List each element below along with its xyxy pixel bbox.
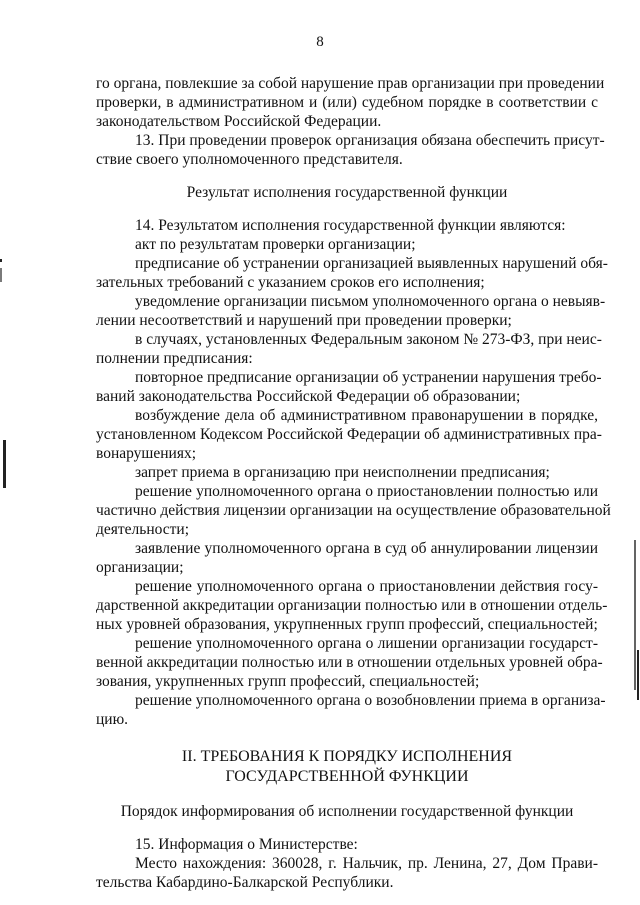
- list-item-cont: полнении предписания:: [96, 350, 253, 367]
- list-item-cont: деятельности;: [96, 521, 190, 538]
- text-line: ствие своего уполномоченного представителя.: [96, 151, 403, 168]
- text-line: 15. Информация о Министерстве:: [135, 836, 358, 853]
- list-item-cont: зательных требований с указанием сроков его исполнения;: [96, 274, 485, 291]
- list-item-cont: ваний законодательства Российской Федерации об образовании;: [96, 388, 521, 405]
- scan-mark: [0, 268, 2, 282]
- section-title: II. ТРЕБОВАНИЯ К ПОРЯДКУ ИСПОЛНЕНИЯ: [181, 748, 513, 765]
- list-item: заявление уполномоченного органа в суд об аннулировании лицензии: [135, 540, 598, 557]
- list-item: решение уполномоченного органа о лишении организации государст-: [135, 635, 598, 652]
- list-item: запрет приема в организацию при неисполнении предписания;: [135, 464, 550, 481]
- list-item: решение уполномоченного органа о приостановлении действия госу-: [135, 578, 598, 595]
- list-item: в случаях, установленных Федеральным законом № 273-ФЗ, при неис-: [135, 331, 602, 348]
- list-item-cont: зования, укрупненных групп профессий, специальностей;: [96, 673, 480, 690]
- list-item: решение уполномоченного органа о приостановлении полностью или: [135, 483, 598, 500]
- section-title: ГОСУДАРСТВЕННОЙ ФУНКЦИИ: [225, 768, 469, 785]
- list-item-cont: вонарушениях;: [96, 445, 197, 462]
- list-item-cont: организации;: [96, 559, 184, 576]
- text-line: Место нахождения: 360028, г. Нальчик, пр. Ленина, 27, Дом Прави-: [135, 855, 598, 872]
- text-line: го органа, повлекшие за собой нарушение прав организации при проведении: [96, 75, 605, 92]
- list-item: предписание об устранении организацией выявленных нарушений обя-: [135, 255, 608, 272]
- scan-mark: [637, 650, 639, 700]
- section-heading: Порядок информирования об исполнении государственной функции: [120, 803, 574, 820]
- list-item: возбуждение дела об административном правонарушении в порядке,: [135, 407, 598, 424]
- list-item: акт по результатам проверки организации;: [135, 236, 416, 253]
- list-item-cont: ных уровней образования, укрупненных групп профессий, специальностей;: [96, 616, 598, 633]
- page-number: 8: [316, 34, 324, 50]
- text-line: 14. Результатом исполнения государственной функции являются:: [135, 217, 566, 234]
- list-item: уведомление организации письмом уполномоченного органа о невыяв-: [135, 293, 606, 310]
- list-item-cont: установленном Кодексом Российской Федерации об административных пра-: [96, 426, 602, 443]
- scan-mark: [0, 259, 2, 262]
- scan-mark: [634, 540, 636, 690]
- text-line: 13. При проведении проверок организация обязана обеспечить присут-: [135, 132, 605, 149]
- section-heading: Результат исполнения государственной функции: [186, 184, 508, 201]
- list-item: решение уполномоченного органа о возобновлении приема в организа-: [135, 692, 606, 709]
- list-item-cont: цию.: [96, 711, 129, 728]
- list-item-cont: частично действия лицензии организации на осуществление образовательной: [96, 502, 611, 519]
- text-line: тельства Кабардино-Балкарской Республики.: [96, 874, 394, 891]
- text-line: проверки, в административном и (или) судебном порядке в соответствии с: [96, 94, 598, 111]
- list-item-cont: венной аккредитации полностью или в отношении отдельных уровней обра-: [96, 654, 603, 671]
- list-item-cont: лении несоответствий и нарушений при проведении проверки;: [96, 312, 512, 329]
- list-item-cont: дарственной аккредитации организации полностью или в отношении отдель-: [96, 597, 608, 614]
- text-line: законодательством Российской Федерации.: [96, 113, 382, 130]
- list-item: повторное предписание организации об устранении нарушения требо-: [135, 369, 602, 386]
- scan-mark: [3, 440, 6, 488]
